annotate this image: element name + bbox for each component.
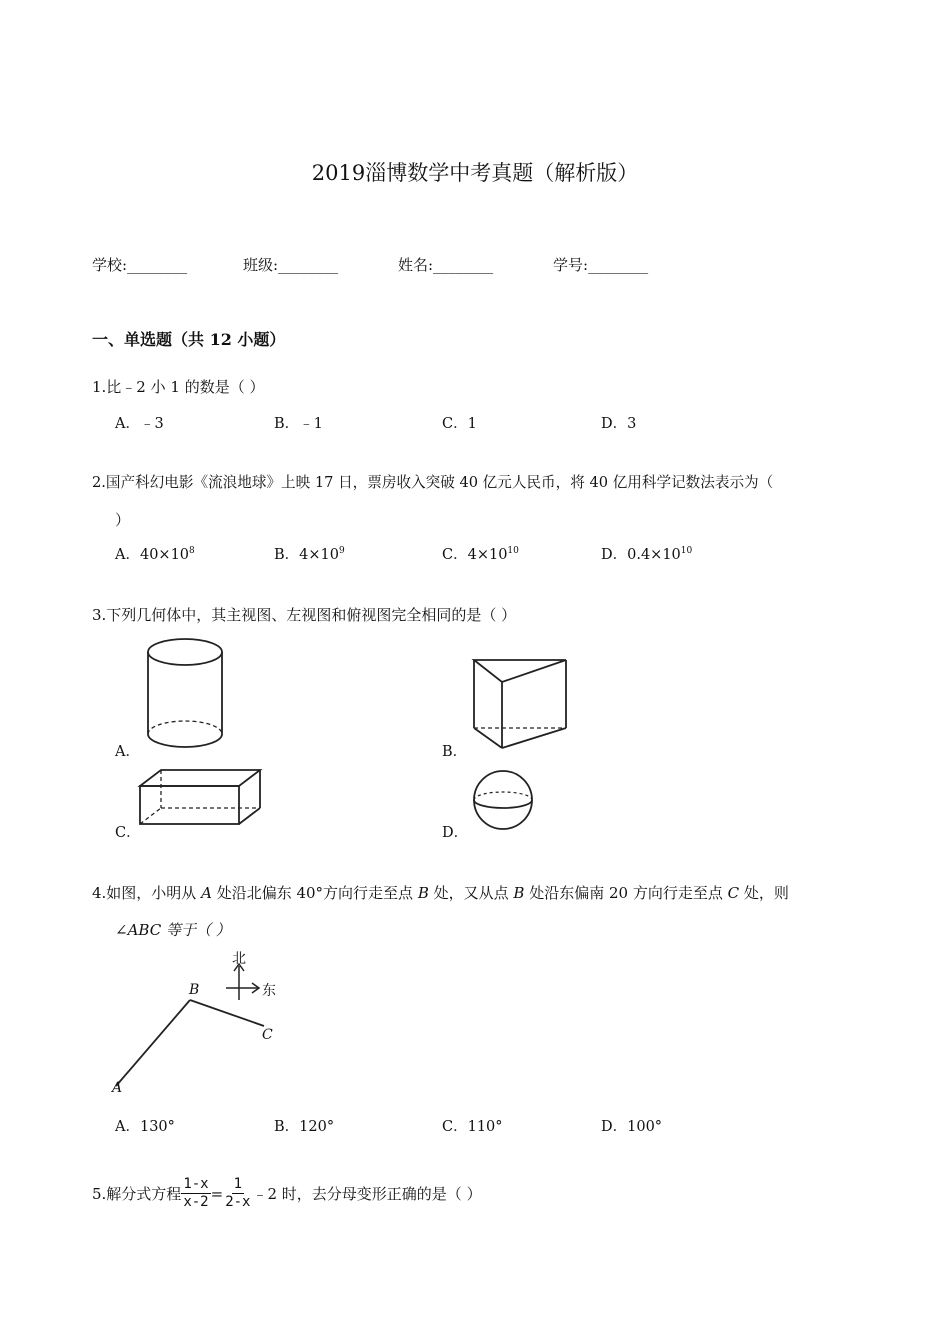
q4-stem-part-1: 4.如图，小明从 — [92, 884, 202, 902]
q1-option-d: D．3 — [601, 416, 637, 432]
q1-option-a: A．﹣3 — [115, 416, 164, 432]
name-blank: ________ — [433, 256, 494, 274]
path-b-to-c — [190, 1000, 264, 1026]
q4-point-c-text: C — [727, 884, 740, 902]
q2-stem-line2: ） — [115, 511, 131, 529]
q1-stem: 1.比﹣2 小 1 的数是（ ） — [92, 378, 265, 396]
q4-option-b: B．120° — [274, 1119, 335, 1135]
q3-option-d: D． — [442, 825, 469, 841]
q2-option-b — [274, 543, 345, 564]
q4-point-a-text: A — [201, 884, 212, 902]
q3-option-a: A． — [115, 744, 140, 760]
sphere-figure — [470, 768, 536, 832]
q4-point-b-text: B — [417, 884, 429, 902]
q2-option-d-exp: 10 — [680, 546, 693, 557]
section-title: 一、单选题（共 12 小题） — [92, 330, 286, 349]
direction-diagram — [108, 946, 298, 1098]
q4-stem-part-5: 处，则 — [739, 884, 789, 902]
q2-option-c-exp: 10 — [507, 546, 519, 557]
q4-option-d: D．100° — [601, 1119, 663, 1135]
q2-option-a-exp: 8 — [189, 546, 195, 557]
page-title: 2019淄博数学中考真题（解析版） — [311, 161, 639, 185]
q2-option-d — [601, 543, 692, 564]
q2-option-a-base: A．40×10 — [115, 547, 190, 563]
name-field — [398, 254, 493, 275]
north-label: 北 — [232, 951, 246, 967]
q2-option-b-exp: 9 — [338, 546, 345, 557]
point-b-label: B — [189, 982, 200, 998]
q2-option-a — [115, 543, 195, 564]
q3-option-c: C． — [115, 825, 141, 841]
q4-point-b2-text: B — [513, 884, 525, 902]
school-blank: ________ — [127, 256, 188, 274]
q5-fraction-1 — [181, 1176, 210, 1211]
q3-option-b: B． — [442, 744, 468, 760]
q4-stem-part-3: 处，又从点 — [428, 884, 514, 902]
q4-stem-part-2: 处沿北偏东 40°方向行走至点 — [211, 884, 418, 902]
class-label: 班级: — [243, 256, 279, 274]
name-label: 姓名: — [398, 256, 434, 274]
class-field — [243, 254, 338, 275]
q4-option-c: C．110° — [442, 1119, 503, 1135]
point-c-label: C — [262, 1027, 273, 1043]
q5-equals: = — [210, 1184, 224, 1203]
q2-option-b-base: B．4×10 — [274, 547, 339, 563]
q4-stem-part-4: 处沿东偏南 20 方向行走至点 — [524, 884, 728, 902]
school-field — [92, 254, 187, 275]
q1-option-b: B．﹣1 — [274, 416, 323, 432]
q1-option-c: C．1 — [442, 416, 477, 432]
q2-option-d-base: D．0.4×10 — [601, 547, 681, 563]
path-a-to-b — [116, 1000, 190, 1086]
cuboid-figure — [136, 766, 266, 830]
q5-fraction-2 — [223, 1176, 252, 1211]
cylinder-figure — [140, 636, 230, 752]
q2-stem-line1: 2.国产科幻电影《流浪地球》上映 17 日，票房收入突破 40 亿元人民币，将 40 亿用科学记数法表示为（ — [92, 474, 774, 491]
q4-option-a: A．130° — [115, 1119, 175, 1135]
school-label: 学校: — [92, 256, 128, 274]
q2-option-c — [442, 543, 519, 564]
q5-fraction-1-denominator: x-2 — [183, 1194, 209, 1210]
q2-option-c-base: C．4×10 — [442, 547, 508, 563]
student-id-label: 学号: — [553, 256, 589, 274]
q5-fraction-2-denominator: 2-x — [225, 1194, 251, 1210]
q4-stem-line2: ∠ABC 等于（ ） — [115, 921, 231, 939]
q5-fraction-2-numerator: 1 — [233, 1176, 243, 1192]
student-id-field — [553, 254, 648, 275]
east-label: 东 — [262, 983, 276, 999]
q5-stem-prefix: 5.解分式方程 — [92, 1185, 182, 1203]
q5-stem-suffix: ﹣2 时，去分母变形正确的是（ ） — [252, 1185, 482, 1203]
triangular-prism-figure — [468, 652, 572, 752]
class-blank: ________ — [278, 256, 339, 274]
q5-stem — [92, 1176, 482, 1211]
q4-stem-line1 — [92, 882, 789, 903]
point-a-label: A — [112, 1080, 123, 1096]
student-id-blank: ________ — [588, 256, 649, 274]
q3-stem: 3.下列几何体中，其主视图、左视图和俯视图完全相同的是（ ） — [92, 606, 517, 624]
q5-fraction-1-numerator: 1-x — [183, 1176, 209, 1192]
